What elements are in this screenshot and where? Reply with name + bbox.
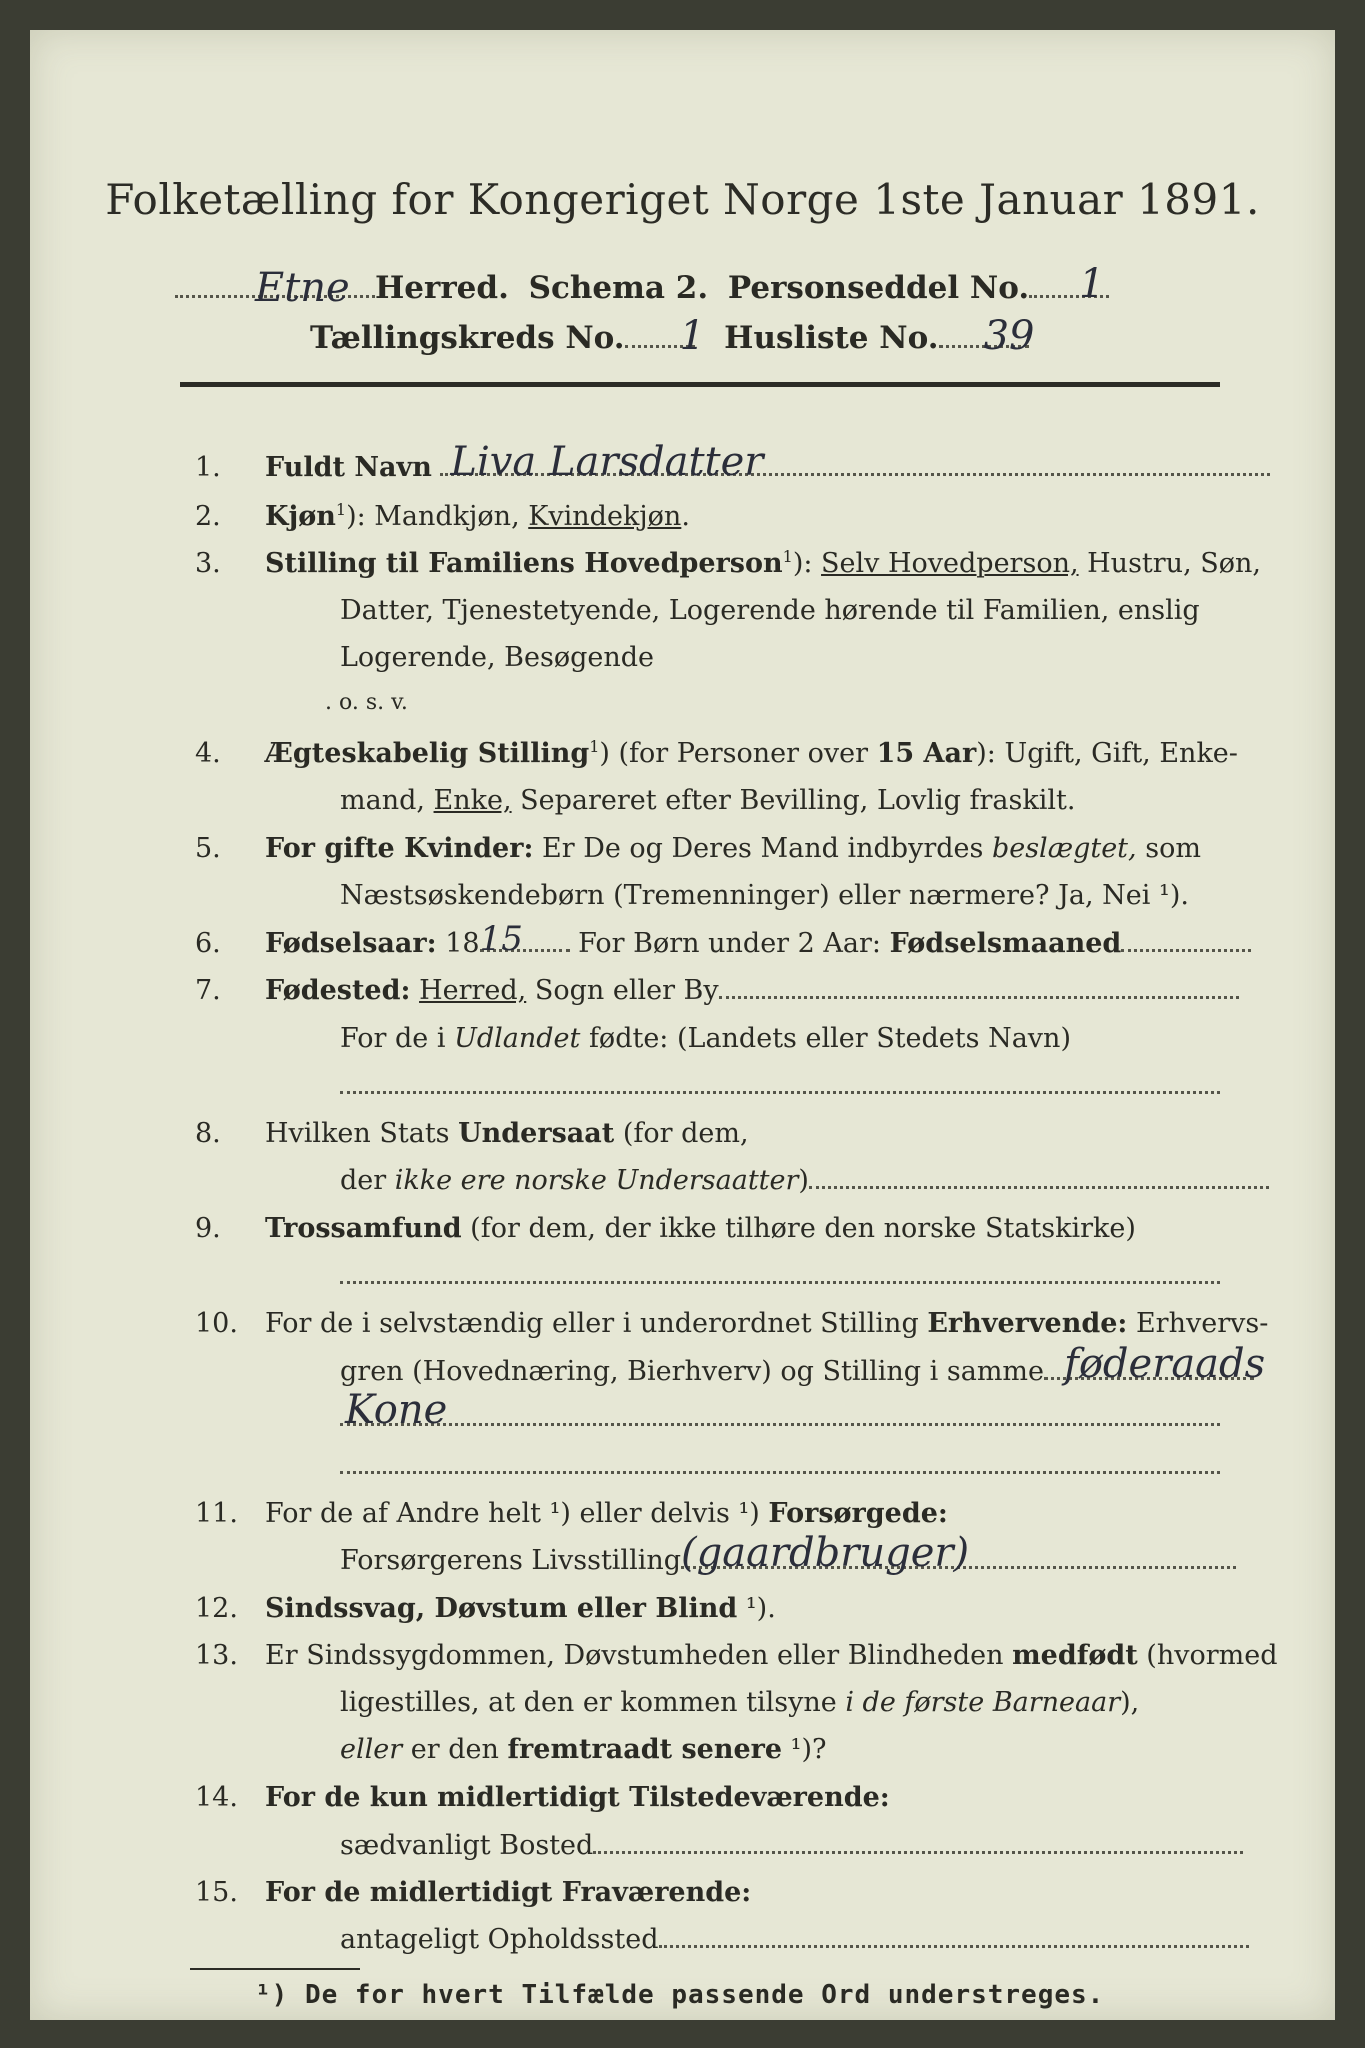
q7-line2-b: Udlandet — [454, 1023, 581, 1054]
q10-text-b: Erhvervs- — [1127, 1308, 1269, 1339]
q10-field-2 — [340, 1387, 1220, 1433]
q12-text: ¹). — [737, 1593, 776, 1624]
q11-line2-text: Forsørgerens Livsstilling — [340, 1545, 682, 1576]
q4-line2-b: Enke, — [433, 785, 512, 816]
herred-field — [175, 265, 375, 311]
q4-line2-c: Separeret efter Bevilling, Lovlig fraskilt. — [511, 785, 1076, 816]
q2-sup: 1 — [335, 500, 347, 519]
q9-text: (for dem, der ikke tilhøre den norske Statskirke) — [461, 1213, 1136, 1244]
q12-label: Sindssvag, Døvstum eller Blind — [265, 1593, 738, 1624]
q2-number: 2. — [195, 501, 221, 532]
q10-line-4 — [340, 1450, 1220, 1481]
q13-line2-a: ligestilles, at den er kommen tilsyne — [340, 1687, 846, 1718]
q14-field — [593, 1851, 1243, 1854]
q15-number: 15. — [195, 1877, 238, 1908]
q10-text-a: For de i selvstændig eller i underordnet Stilling — [265, 1308, 928, 1339]
q11-text-a: For de af Andre helt ¹) eller delvis ¹) — [265, 1498, 769, 1529]
form-title: Folketælling for Kongeriget Norge 1ste Januar 1891. — [105, 175, 1260, 224]
q15-line-2 — [340, 1924, 1249, 1955]
q10-line-3 — [340, 1387, 1220, 1433]
q7-line2-a: For de i — [340, 1023, 455, 1054]
q14-number: 14. — [195, 1782, 238, 1813]
q1-label: Fuldt Navn — [265, 452, 432, 483]
question-5 — [195, 833, 1201, 864]
q8-line2-c: ) — [798, 1165, 809, 1196]
question-10 — [195, 1308, 1268, 1339]
q13-number: 13. — [195, 1640, 238, 1671]
q8-line2-b: ikke ere norske Undersaatter — [394, 1165, 799, 1196]
q13-line-3 — [340, 1734, 826, 1765]
q2-text-b: Kvindekjøn — [528, 501, 682, 532]
q8-line-2 — [340, 1165, 1269, 1196]
question-7 — [195, 975, 1239, 1006]
schema-label: Schema 2. — [528, 270, 709, 306]
q8-number: 8. — [195, 1118, 221, 1149]
q7-line2-c: fødte: (Landets eller Stedets Navn) — [580, 1023, 1071, 1054]
q13-line2-c: ), — [1120, 1687, 1140, 1718]
question-1 — [195, 439, 1270, 485]
q11-line-2 — [340, 1530, 1236, 1576]
footnote: ¹) De for hvert Tilfælde passende Ord understreges. — [255, 1980, 1105, 2010]
taellingskreds-field — [625, 313, 706, 359]
q11-field — [681, 1530, 1236, 1576]
census-form — [30, 30, 1335, 2020]
q13-label: medfødt — [1012, 1640, 1138, 1671]
q14-line2-text: sædvanligt Bosted — [340, 1830, 594, 1861]
question-6 — [195, 919, 1251, 959]
question-13 — [195, 1640, 1278, 1671]
q5-line-2: Næstsøskendebørn (Tremenninger) eller nærmere? Ja, Nei ¹). — [340, 880, 1189, 911]
q14-label: For de kun midlertidigt Tilstedeværende: — [265, 1782, 890, 1813]
q3-line-4: . o. s. v. — [325, 690, 408, 715]
question-14 — [195, 1782, 890, 1813]
husliste-label: Husliste No. — [724, 320, 939, 356]
q15-field — [659, 1945, 1249, 1948]
herred-value: Etne — [255, 265, 350, 311]
q6-value: 15 — [479, 919, 523, 959]
q3-label: Stilling til Familiens Hovedperson — [265, 548, 783, 579]
footnote-rule — [190, 1968, 360, 1970]
q3-text-c: Hustru, Søn, — [1078, 548, 1261, 579]
q5-text-c: som — [1136, 833, 1201, 864]
q4-text-c: ): Ugift, Gift, Enke- — [976, 738, 1238, 769]
q3-number: 3. — [195, 548, 221, 579]
question-8 — [195, 1118, 749, 1149]
question-4 — [195, 737, 1238, 769]
herred-label: Herred. — [375, 270, 509, 306]
q6-text: For Børn under 2 Aar: — [578, 928, 890, 959]
q7-field — [719, 996, 1239, 999]
q4-line2-a: mand, — [340, 785, 434, 816]
q15-label: For de midlertidigt Fraværende: — [265, 1877, 752, 1908]
q6-label-2: Fødselsmaaned — [889, 928, 1122, 959]
q6-prefix: 18 — [436, 928, 480, 959]
q7-number: 7. — [195, 975, 221, 1006]
question-12 — [195, 1593, 776, 1624]
question-9 — [195, 1213, 1136, 1244]
q3-text-a: ): — [792, 548, 822, 579]
q10-field-3 — [340, 1471, 1220, 1474]
q13-line3-a: eller — [340, 1734, 403, 1765]
q9-field — [340, 1281, 1220, 1284]
q7-line-2 — [340, 1023, 1071, 1054]
taellingskreds-value: 1 — [679, 313, 706, 359]
q4-text-a: ) (for Personer over — [599, 738, 877, 769]
q13-line3-d: ¹)? — [782, 1734, 827, 1765]
q3-text-b: Selv Hovedperson, — [821, 548, 1079, 579]
q5-text-b: beslægtet, — [991, 833, 1137, 864]
q6-label: Fødselsaar: — [265, 928, 437, 959]
personseddel-label: Personseddel No. — [727, 270, 1030, 306]
q3-line-3: Logerende, Besøgende — [340, 642, 654, 673]
q13-line-2 — [340, 1687, 1139, 1718]
q5-text-a: Er De og Deres Mand indbyrdes — [533, 833, 992, 864]
q4-text-b: 15 Aar — [876, 738, 977, 769]
q7-line-3 — [340, 1070, 1220, 1101]
question-2 — [195, 500, 690, 532]
q10-line-2 — [340, 1341, 1266, 1387]
q4-number: 4. — [195, 738, 221, 769]
q13-line3-c: fremtraadt senere — [507, 1734, 783, 1765]
header-row-1 — [175, 261, 1109, 311]
husliste-field — [939, 313, 1035, 359]
q13-text-a: Er Sindssygdommen, Døvstumheden eller Blindheden — [265, 1640, 1013, 1671]
q5-number: 5. — [195, 833, 221, 864]
q2-text-c: . — [681, 501, 690, 532]
q10-field — [1044, 1341, 1266, 1387]
q11-value: (gaardbruger) — [681, 1530, 970, 1576]
q5-label: For gifte Kvinder: — [265, 833, 534, 864]
q4-sup: 1 — [589, 737, 600, 756]
q8-field — [809, 1186, 1269, 1189]
q12-number: 12. — [195, 1593, 238, 1624]
question-15 — [195, 1877, 751, 1908]
q8-label: Undersaat — [458, 1118, 615, 1149]
header-row-2 — [310, 313, 1035, 359]
q6-field — [479, 919, 570, 959]
q7-label: Fødested: — [265, 975, 411, 1006]
q8-text-a: Hvilken Stats — [265, 1118, 459, 1149]
q2-label: Kjøn — [265, 501, 336, 532]
q7-text-b: Herred, — [419, 975, 527, 1006]
q10-line2-text: gren (Hovednæring, Bierhverv) og Stilling i samme — [340, 1356, 1045, 1387]
header-rule — [180, 382, 1220, 387]
q6-field-2 — [1121, 949, 1251, 952]
q4-label: Ægteskabelig Stilling — [265, 738, 590, 769]
q11-label: Forsørgede: — [768, 1498, 948, 1529]
q10-value-1: føderaads — [1064, 1341, 1266, 1387]
q4-line-2 — [340, 785, 1075, 816]
q7-field-2 — [340, 1091, 1220, 1094]
q13-line3-b: er den — [402, 1734, 508, 1765]
q2-text-a: ): Mandkjøn, — [346, 501, 529, 532]
q1-number: 1. — [195, 452, 221, 483]
personseddel-value: 1 — [1079, 261, 1105, 307]
q7-text-c: Sogn eller By — [526, 975, 719, 1006]
q3-sup: 1 — [782, 547, 793, 566]
q11-number: 11. — [195, 1498, 238, 1529]
q8-text-b: (for dem, — [614, 1118, 749, 1149]
q3-line-2: Datter, Tjenestetyende, Logerende hørende til Familien, enslig — [340, 595, 1200, 626]
husliste-value: 39 — [983, 313, 1035, 359]
q9-label: Trossamfund — [265, 1213, 462, 1244]
question-11 — [195, 1498, 948, 1529]
q6-number: 6. — [195, 928, 221, 959]
q1-field — [440, 439, 1270, 485]
q14-line-2 — [340, 1830, 1243, 1861]
taellingskreds-label: Tællingskreds No. — [310, 320, 625, 356]
q1-value: Liva Larsdatter — [450, 439, 764, 485]
personseddel-field — [1029, 261, 1109, 307]
q10-value-2: Kone — [345, 1387, 448, 1433]
q10-label: Erhvervende: — [927, 1308, 1128, 1339]
q13-text-b: (hvormed — [1137, 1640, 1278, 1671]
question-3 — [195, 547, 1261, 579]
q15-line2-text: antageligt Opholdssted — [340, 1924, 659, 1955]
q9-number: 9. — [195, 1213, 221, 1244]
q13-line2-b: i de første Barneaar — [845, 1687, 1121, 1718]
q10-number: 10. — [195, 1308, 238, 1339]
q9-line-2 — [340, 1260, 1220, 1291]
q8-line2-a: der — [340, 1165, 395, 1196]
